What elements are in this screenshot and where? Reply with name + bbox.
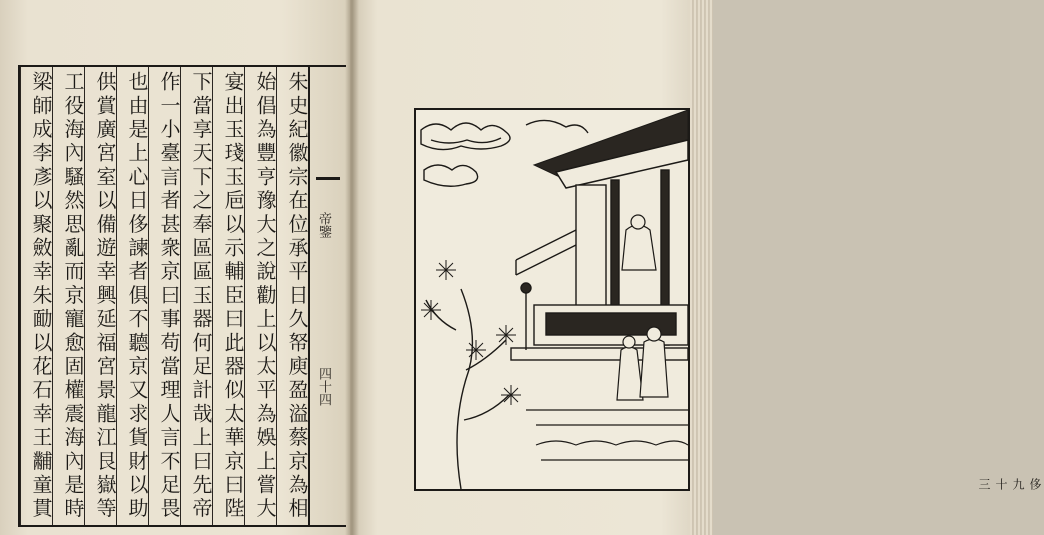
column-text: 工役海內騷然思亂而京寵愈固權震海內是時 <box>61 71 85 522</box>
book-gutter <box>345 0 359 535</box>
column-text: 也由是上心日侈諫者俱不聽京又求貨財以助 <box>125 71 149 522</box>
column-text: 始倡為豐亨豫大之說勸上以太平為娛上嘗大 <box>253 71 277 522</box>
column-text: 宴出玉琖玉巵以示輔臣曰此器似太華京曰陛 <box>221 71 245 522</box>
left-page <box>0 0 352 535</box>
text-column <box>180 67 212 525</box>
pine-tree <box>426 289 509 489</box>
text-column <box>52 67 84 525</box>
fish-tail-mark <box>316 167 340 180</box>
text-block <box>18 65 310 527</box>
banxin-page-number: 四十四 <box>316 367 331 406</box>
text-column <box>148 67 180 525</box>
column-text: 下當享天下之奉區區玉器何足計哉上曰先帝 <box>189 71 213 522</box>
pavilion-structure <box>511 170 688 360</box>
banxin-title: 帝鑒 <box>316 212 331 238</box>
text-column <box>20 67 52 525</box>
column-text: 供賞廣宮室以備遊幸興延福宮景龍江艮嶽等 <box>93 71 117 522</box>
text-column <box>276 67 308 525</box>
terrace-steps <box>526 410 688 460</box>
page-edges <box>690 0 713 535</box>
text-column <box>116 67 148 525</box>
column-text: 作一小臺言者甚衆京曰事苟當理人言不足畏 <box>157 71 181 522</box>
column-text: 朱史紀徽宗在位承平日久帑庾盈溢蔡京為相 <box>285 71 309 522</box>
text-column <box>244 67 276 525</box>
text-column <box>84 67 116 525</box>
illustration-caption: 侈九十三 <box>977 478 1042 491</box>
palace-scene-drawing <box>416 110 688 489</box>
column-text: 梁師成李彥以聚斂幸朱勔以花石幸王黼童貫 <box>29 71 53 522</box>
center-margin-banxin <box>310 65 346 527</box>
text-column <box>212 67 244 525</box>
woodblock-illustration <box>414 108 1042 491</box>
pine-needles <box>421 260 521 405</box>
